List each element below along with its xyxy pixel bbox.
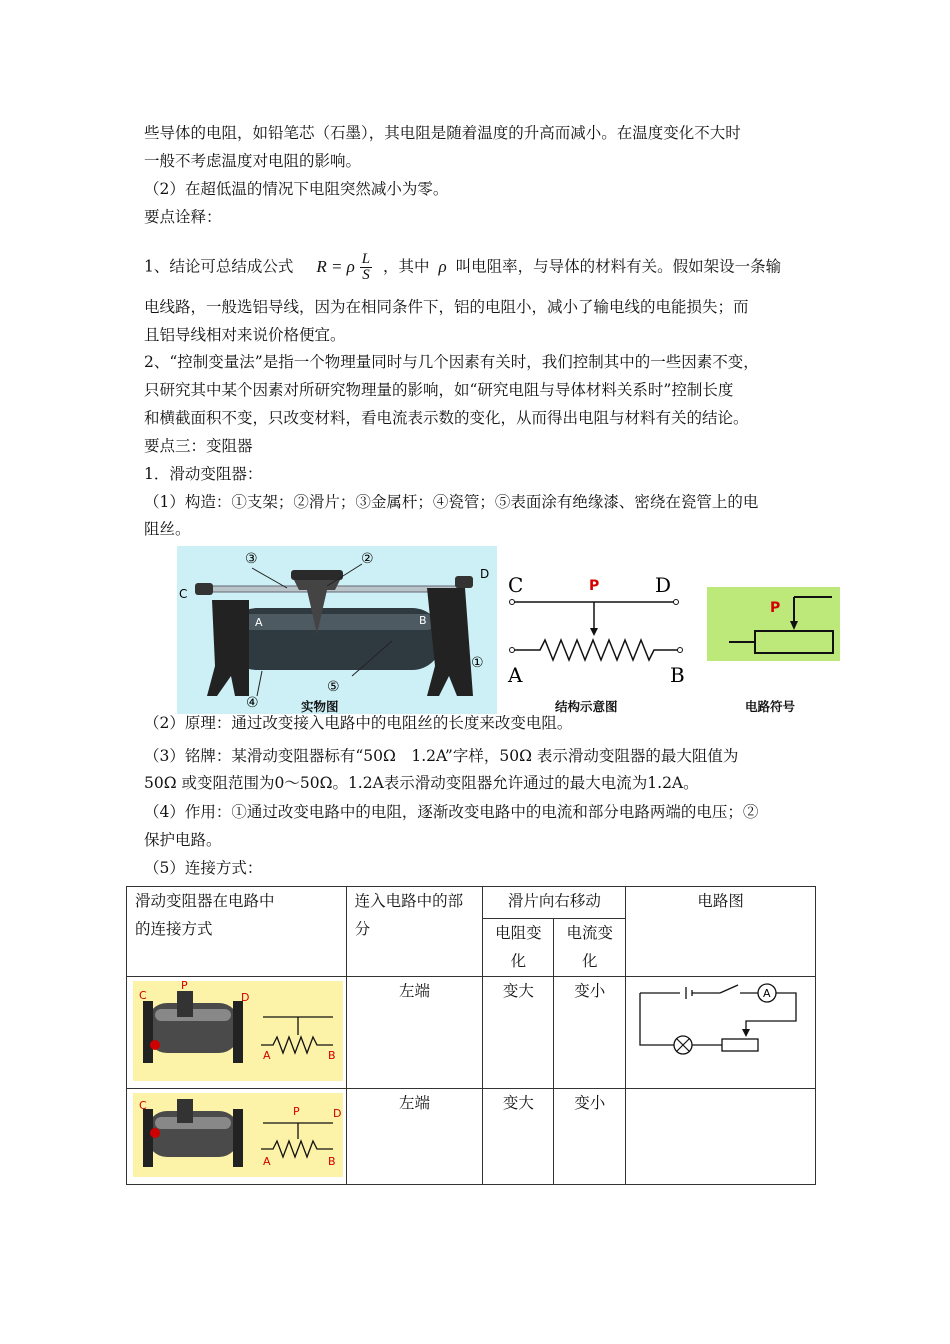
header-text: 滑动变阻器在电路中 (135, 892, 275, 910)
current-cell: 变小 (554, 977, 626, 1089)
thumb-label-p: P (181, 981, 188, 992)
formula-lhs: R = ρ (316, 256, 355, 276)
text-span: ，其中 (383, 257, 430, 276)
label-2: ② (361, 551, 374, 567)
ammeter-label: A (763, 987, 771, 1000)
header-resistance (483, 919, 554, 977)
symbol-caption: 电路符号 (745, 699, 796, 714)
thumb-label-b: B (328, 1049, 336, 1062)
photo-caption: 实物图 (301, 699, 339, 714)
resistance-cell: 变大 (483, 977, 554, 1089)
thumb-label-p: P (293, 1105, 300, 1118)
table-row (127, 977, 816, 1089)
diagram-cell (626, 1089, 816, 1185)
formula-fraction (360, 252, 372, 283)
text-line: （2）原理：通过改变接入电路中的电阻丝的长度来改变电阻。 (144, 714, 573, 732)
text-span: 1、结论可总结成公式 (144, 257, 294, 276)
label-d: D (480, 567, 490, 581)
label-b: B (419, 614, 427, 627)
header-diagram: 电路图 (626, 887, 816, 977)
table-header-row (127, 887, 816, 919)
header-text: 连入电路中的部 (354, 892, 464, 910)
text-span: 叫电阻率，与导体的材料有关。假如架设一条输 (455, 257, 782, 276)
schematic-caption: 结构示意图 (555, 699, 618, 714)
text-line: 50Ω 或变阻范围为0～50Ω。1.2A表示滑动变阻器允许通过的最大电流为1.2A。 (144, 774, 699, 792)
rho-symbol: ρ (438, 256, 447, 276)
text-line: 电线路，一般选铝导线，因为在相同条件下，铝的电阻小，减小了输电线的电能损失；而 (144, 298, 749, 316)
thumb-label-d: D (333, 1107, 342, 1120)
schematic-label-d: D (655, 573, 672, 597)
text-line: （1）构造：①支架；②滑片；③金属杆；④瓷管；⑤表面涂有绝缘漆、密绕在瓷管上的电 (144, 493, 759, 511)
circuit-symbol (707, 587, 840, 661)
header-text: 的连接方式 (135, 920, 213, 938)
thumb-label-d: D (241, 991, 250, 1004)
part-cell: 左端 (346, 977, 483, 1089)
header-part (346, 887, 483, 977)
diagram-cell (626, 977, 816, 1089)
schematic-label-b: B (670, 663, 685, 687)
text-line: 要点诠释： (144, 208, 222, 226)
formula-denominator: S (362, 267, 370, 283)
label-c: C (179, 587, 188, 601)
schematic-label-p: P (589, 578, 600, 594)
method-cell (127, 1089, 347, 1185)
part-cell: 左端 (346, 1089, 483, 1185)
text-line: 且铝导线相对来说价格便宜。 (144, 326, 346, 344)
table-row (127, 1089, 816, 1185)
schematic-label-c: C (508, 573, 524, 597)
header-current (554, 919, 626, 977)
thumb-label-a: A (263, 1049, 271, 1062)
thumb-label-b: B (328, 1155, 336, 1168)
current-cell: 变小 (554, 1089, 626, 1185)
symbol-label-p: P (770, 600, 781, 616)
text-line: （3）铭牌：某滑动变阻器标有“50Ω 1.2A”字样，50Ω 表示滑动变阻器的最大阻值为 (144, 747, 739, 765)
connection-thumbnail (133, 1093, 343, 1177)
text-line: 只研究其中某个因素对所研究物理量的影响，如“研究电阻与导体材料关系时”控制长度 (144, 381, 734, 399)
method-cell (127, 977, 347, 1089)
text-line: 阻丝。 (144, 520, 191, 538)
resistance-cell: 变大 (483, 1089, 554, 1185)
circuit-diagram (636, 983, 806, 1073)
thumb-label-c: C (139, 1099, 147, 1112)
text-line: 要点三：变阻器 (144, 437, 253, 455)
label-a: A (255, 616, 263, 629)
formula-numerator: L (361, 251, 371, 267)
label-3: ③ (245, 551, 258, 567)
rheostat-photo (177, 546, 497, 714)
connection-table (126, 886, 816, 1185)
header-move: 滑片向右移动 (483, 887, 626, 919)
thumb-label-c: C (139, 989, 147, 1002)
header-text: 化 (510, 952, 527, 970)
formula-line (144, 252, 781, 283)
schematic-label-a: A (508, 663, 523, 687)
text-line: （4）作用：①通过改变电路中的电阻，逐渐改变电路中的电流和部分电路两端的电压；② (144, 803, 759, 821)
connection-thumbnail (133, 981, 343, 1081)
text-line: 1．滑动变阻器： (144, 465, 263, 483)
text-line: （5）连接方式： (144, 859, 263, 877)
label-1: ① (471, 655, 484, 671)
label-5: ⑤ (327, 679, 340, 695)
thumb-label-a: A (263, 1155, 271, 1168)
structure-schematic (500, 568, 700, 690)
text-line: 和横截面积不变，只改变材料，看电流表示数的变化，从而得出电阻与材料有关的结论。 (144, 409, 749, 427)
header-method (127, 887, 347, 977)
text-line: 2、“控制变量法”是指一个物理量同时与几个因素有关时，我们控制其中的一些因素不变， (144, 353, 759, 371)
text-line: （2）在超低温的情况下电阻突然减小为零。 (144, 180, 449, 198)
text-line: 保护电路。 (144, 831, 222, 849)
text-line: 些导体的电阻，如铅笔芯（石墨），其电阻是随着温度的升高而减小。在温度变化不大时 (144, 124, 741, 142)
text-line: 一般不考虑温度对电阻的影响。 (144, 152, 362, 170)
header-text: 电阻变 (495, 924, 542, 942)
header-text: 电流变 (566, 924, 614, 942)
header-text: 化 (582, 952, 598, 970)
label-4: ④ (246, 695, 259, 711)
header-text: 分 (354, 920, 371, 938)
